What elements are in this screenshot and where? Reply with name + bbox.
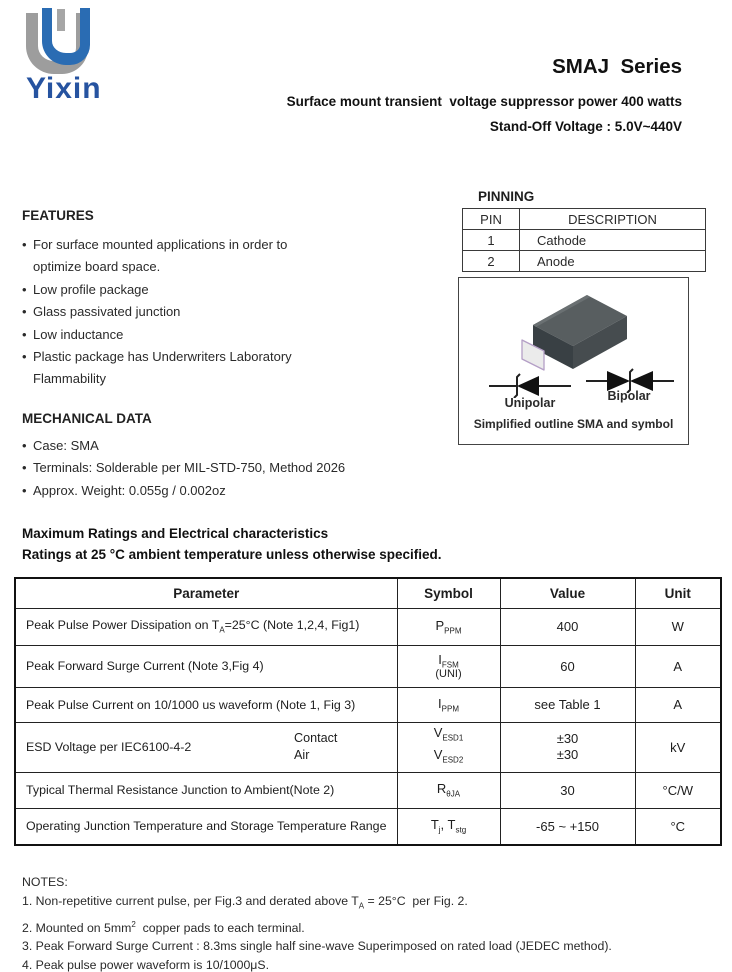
pin-number: 2 [463, 251, 520, 272]
pinning-col-pin: PIN [463, 209, 520, 230]
parameter-cell: Operating Junction Temperature and Storage Temperature Range [15, 808, 397, 845]
parameter-cell: Peak Pulse Current on 10/1000 us waveform (Note 1, Fig 3) [15, 687, 397, 722]
pin-number: 1 [463, 230, 520, 251]
ratings-row [15, 645, 721, 687]
note-line: 4. Peak pulse power waveform is 10/1000μS. [22, 957, 270, 972]
value-cell: 400 [500, 608, 635, 645]
company-logo [26, 8, 156, 112]
unit-cell: A [635, 687, 721, 722]
parameter-cell: Peak Forward Surge Current (Note 3,Fig 4) [15, 645, 397, 687]
bullet-icon: • [22, 438, 27, 453]
subtitle-standoff: Stand-Off Voltage : 5.0V~440V [489, 119, 682, 134]
col-value: Value [500, 578, 635, 608]
note-line: 1. Non-repetitive current pulse, per Fig.3 and derated above $T_A = 25^\circ C$ per Fig. 2. [22, 894, 468, 911]
parameter-cell: Peak Pulse Power Dissipation on $T_A=25^\circ C$ (Note 1,2,4, Fig1) [15, 608, 397, 645]
symbol-cell: $V_{ESD1}$ $V_{ESD2}$ [397, 722, 500, 772]
features-section [22, 208, 462, 391]
feature-item: • Glass passivated junction [22, 301, 462, 323]
mechanical-data-section [22, 411, 482, 502]
notes-section [22, 873, 702, 972]
ratings-row [15, 687, 721, 722]
ratings-row [15, 808, 721, 845]
bullet-icon: • [22, 304, 27, 320]
bullet-icon: • [22, 281, 27, 297]
pinning-row [463, 230, 706, 251]
value-cell: -65 ~ +150 [500, 808, 635, 845]
unit-cell: A [635, 645, 721, 687]
feature-item-cont: optimize board space. [33, 259, 161, 275]
mechanical-item: • Terminals: Solderable per MIL-STD-750, Method 2026 [22, 457, 482, 479]
bullet-icon: • [22, 237, 27, 252]
logo-text: Yixin [26, 72, 102, 105]
value-cell: 60 [500, 645, 635, 687]
unit-cell: kV [635, 722, 721, 772]
ratings-row [15, 772, 721, 808]
value-cell: see Table 1 [500, 687, 635, 722]
feature-item: • Low inductance [22, 324, 462, 346]
value-cell: 30 [500, 772, 635, 808]
outline-caption: Simplified outline SMA and symbol [473, 417, 674, 431]
sma-package-image [503, 283, 645, 371]
symbol-cell: $I_{PPM}$ [397, 687, 500, 722]
notes-heading: NOTES: [22, 875, 68, 889]
bullet-icon: • [22, 326, 27, 342]
mechanical-heading: MECHANICAL DATA [22, 411, 152, 426]
symbol-cell: $T_j$, $T_{stg}$ [397, 808, 500, 845]
bullet-icon: • [22, 349, 27, 365]
pinning-row [463, 251, 706, 272]
parameter-cell: Typical Thermal Resistance Junction to Ambient(Note 2) [15, 772, 397, 808]
pinning-table [462, 208, 706, 272]
note-line: 2. Mounted on $5mm^2$ copper pads to each terminal. [22, 920, 305, 936]
unit-cell: °C [635, 808, 721, 845]
pinning-heading: PINNING [478, 189, 535, 204]
ratings-heading: Maximum Ratings and Electrical characteristics [22, 526, 329, 541]
pinning-col-description: DESCRIPTION [520, 209, 706, 230]
bipolar-label: Bipolar [607, 389, 651, 403]
parameter-cell: ESD Voltage per IEC6100-4-2 Contact Air [15, 722, 397, 772]
test-condition: Contact Air [294, 731, 338, 762]
feature-item-cont: Flammability [33, 371, 106, 387]
ratings-subheading: Ratings at 25 °C ambient temperature unless otherwise specified. [22, 547, 442, 562]
ratings-row [15, 722, 721, 772]
mechanical-item: • Approx. Weight: 0.055g / 0.002oz [22, 480, 482, 502]
pin-description: Anode [520, 251, 706, 272]
note-line: 3. Peak Forward Surge Current : 8.3ms single half sine-wave Superimposed on rated load (JEDEC method). [22, 939, 612, 954]
col-unit: Unit [635, 578, 721, 608]
col-symbol: Symbol [397, 578, 500, 608]
ratings-row [15, 608, 721, 645]
subtitle-power: Surface mount transient voltage suppressor power 400 watts [286, 94, 682, 109]
bullet-icon: • [22, 482, 27, 498]
symbol-cell: $I_{FSM}$ (UNI) [397, 645, 500, 687]
page-title: SMAJ Series [552, 55, 682, 78]
feature-item: • For surface mounted applications in order to [22, 234, 462, 256]
logo-u-stub-shape [57, 9, 65, 31]
feature-item: • Plastic package has Underwriters Laboratory [22, 346, 462, 368]
unit-cell: °C/W [635, 772, 721, 808]
logo-u-inner-shape [42, 8, 90, 65]
unit-cell: W [635, 608, 721, 645]
pinning-header-row [463, 209, 706, 230]
ratings-table [14, 577, 722, 846]
package-outline-box [458, 277, 689, 445]
features-heading: FEATURES [22, 208, 94, 223]
symbol-cell: $R_{\theta JA}$ [397, 772, 500, 808]
ratings-header-row [15, 578, 721, 608]
value-cell: ±30 ±30 [500, 722, 635, 772]
feature-item: • Low profile package [22, 279, 462, 301]
logo-u-icon [26, 8, 118, 74]
unipolar-label: Unipolar [504, 396, 556, 410]
mechanical-item: • Case: SMA [22, 435, 482, 457]
unipolar-diode-icon [489, 372, 571, 398]
col-parameter: Parameter [15, 578, 397, 608]
symbol-cell: $P_{PPM}$ [397, 608, 500, 645]
pin-description: Cathode [520, 230, 706, 251]
bullet-icon: • [22, 460, 27, 476]
